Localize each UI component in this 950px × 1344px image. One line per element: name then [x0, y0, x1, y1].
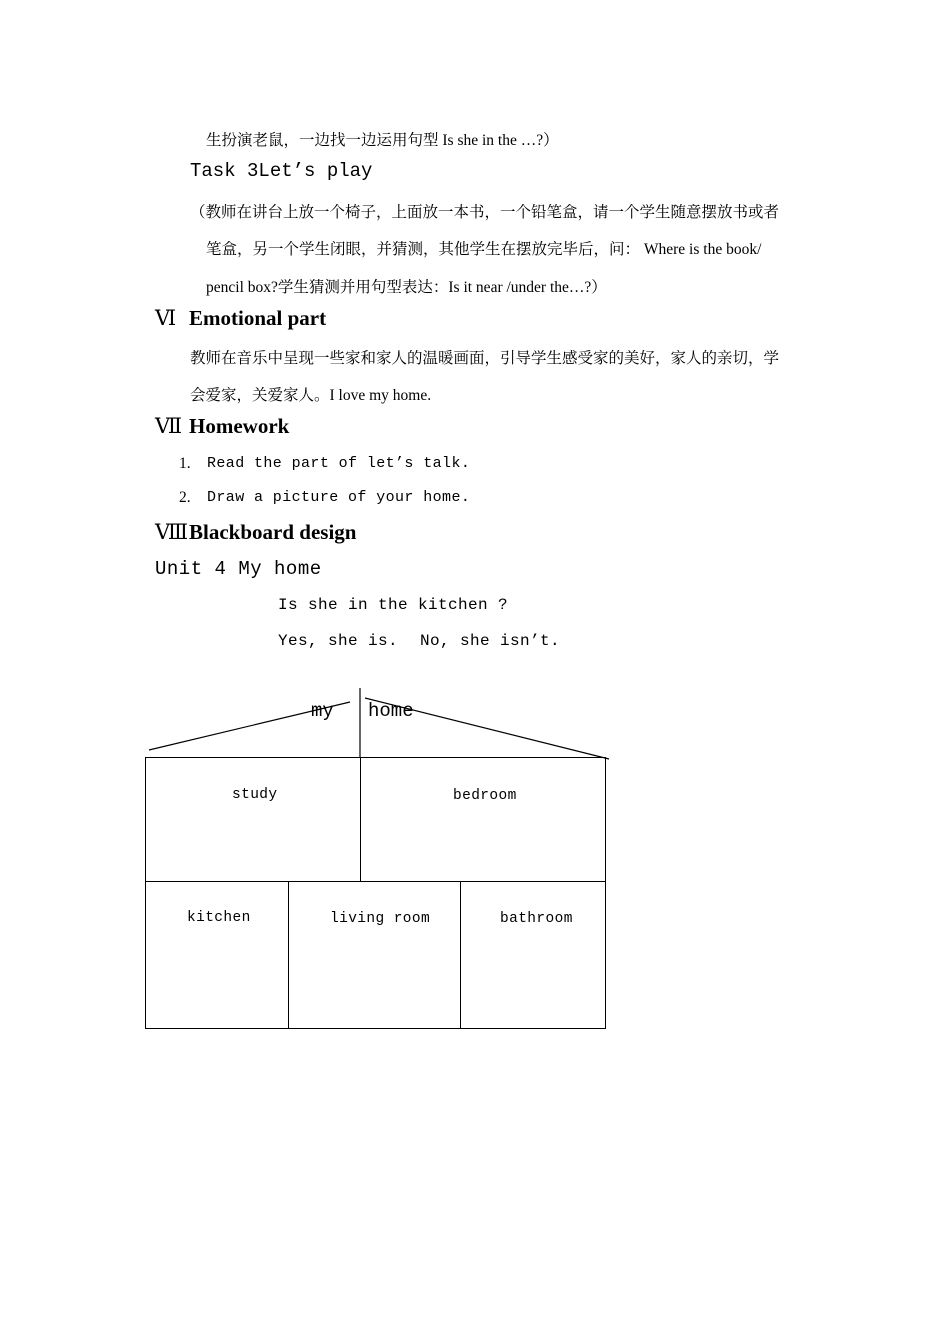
room-kitchen — [145, 881, 289, 1029]
room-label: kitchen — [187, 910, 251, 926]
room-living-room — [288, 881, 461, 1029]
roof-label-home: home — [368, 700, 414, 722]
homework-item-text: Read the part of let’s talk. — [207, 455, 471, 472]
homework-item-text: Draw a picture of your home. — [207, 489, 471, 506]
section-numeral-6: Ⅵ — [155, 306, 177, 330]
room-bathroom — [460, 881, 606, 1029]
emotional-text-line1: 教师在音乐中呈现一些家和家人的温暖画面，引导学生感受家的美好，家人的亲切，学 — [190, 350, 780, 367]
blackboard-answer-no: No, she isn’t. — [420, 632, 561, 650]
room-label: bedroom — [453, 788, 517, 804]
homework-item-number: 1. — [179, 455, 191, 472]
task2-text-end: 生扮演老鼠，一边找一边运用句型 Is she in the …?） — [206, 132, 559, 149]
section-numeral-8: Ⅷ — [155, 520, 189, 544]
task3-text-line3: pencil box?学生猜测并用句型表达：Is it near /under the…?） — [206, 279, 607, 296]
room-label: living room — [330, 911, 431, 927]
unit-title: Unit 4 My home — [155, 558, 322, 580]
blackboard-answer-yes: Yes, she is. — [278, 632, 399, 650]
blackboard-heading: Blackboard design — [189, 520, 357, 544]
room-label: bathroom — [500, 911, 573, 927]
emotional-text-line2: 会爱家，关爱家人。I love my home. — [190, 387, 432, 404]
emotional-heading: Emotional part — [189, 306, 327, 330]
blackboard-question: Is she in the kitchen ? — [278, 596, 509, 614]
homework-heading: Homework — [189, 414, 290, 438]
task3-title: Task 3Let’s play — [190, 160, 373, 182]
homework-item-number: 2. — [179, 489, 191, 506]
room-label: study — [232, 787, 278, 803]
room-bedroom — [360, 757, 606, 882]
section-numeral-7: Ⅶ — [155, 414, 183, 438]
task3-text-line1: （教师在讲台上放一个椅子，上面放一本书，一个铅笔盒，请一个学生随意摆放书或者 — [190, 204, 780, 221]
roof-label-my: my — [311, 700, 334, 722]
task3-text-line2: 笔盒，另一个学生闭眼，并猜测，其他学生在摆放完毕后，问： Where is the book/ — [206, 241, 762, 258]
room-study — [145, 757, 361, 882]
